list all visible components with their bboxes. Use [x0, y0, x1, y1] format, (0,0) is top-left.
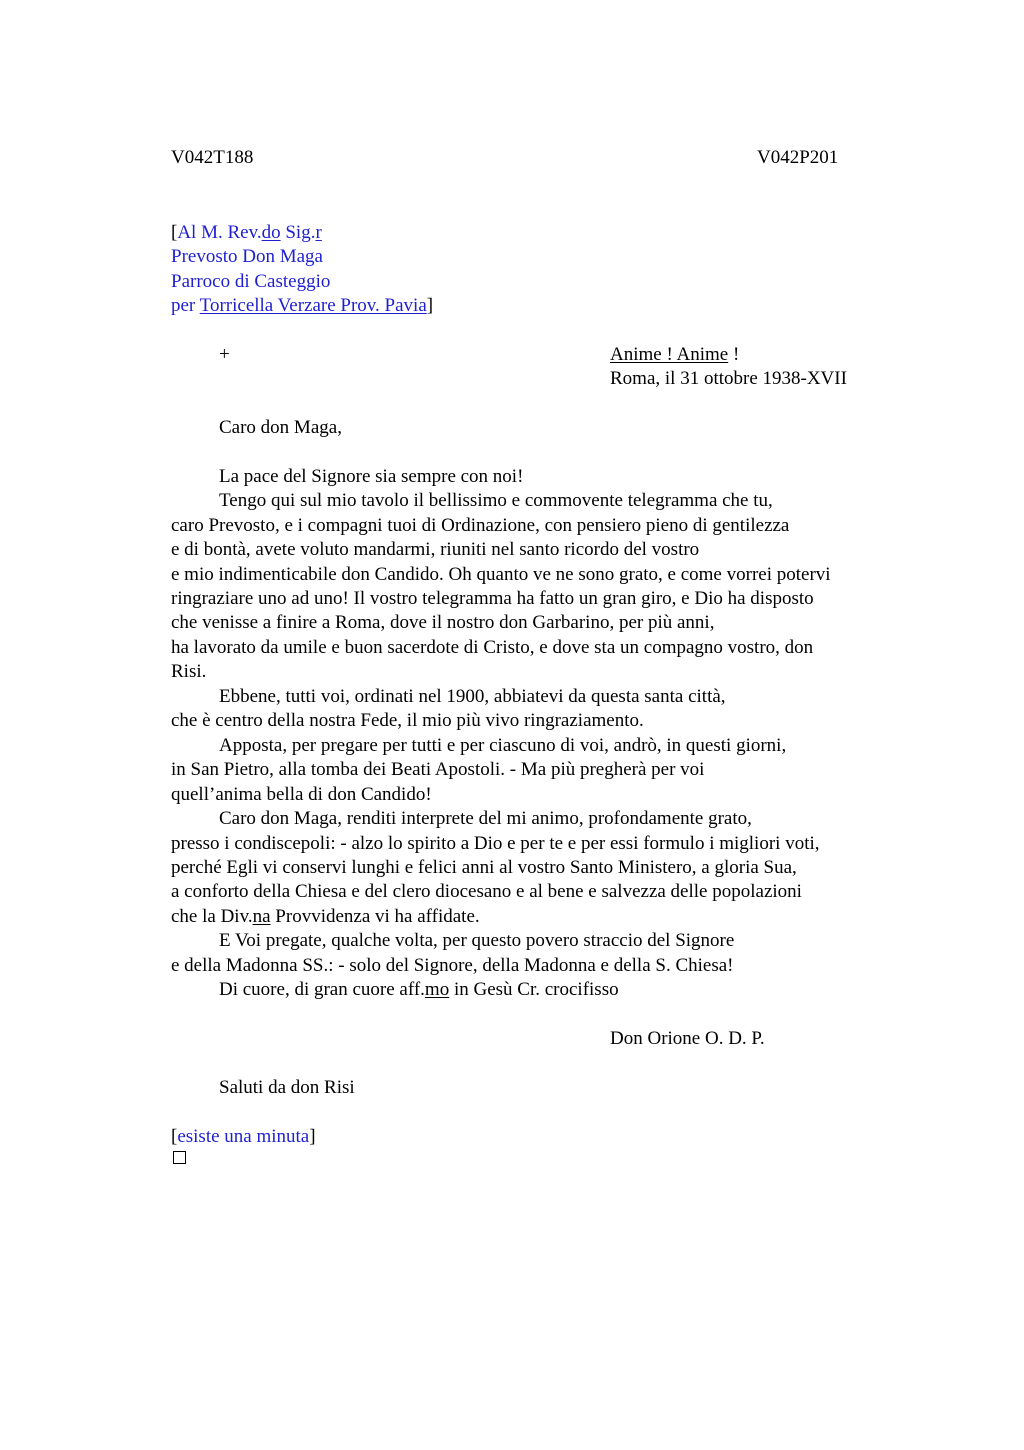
- body-line: e della Madonna SS.: - solo del Signore, della Madonna e della S. Chiesa!: [171, 955, 734, 976]
- body-line: quell’anima bella di don Candido!: [171, 784, 432, 805]
- address-line-4: per Torricella Verzare Prov. Pavia]: [171, 295, 434, 316]
- body-line: Risi.: [171, 661, 207, 682]
- body-line: presso i condiscepoli: - alzo lo spirito a Dio e per te e per essi formulo i migliori voti,: [171, 833, 820, 854]
- address-line-2: Prevosto Don Maga: [171, 246, 323, 267]
- body-line: La pace del Signore sia sempre con noi!: [219, 466, 524, 487]
- motto: Anime ! Anime !: [610, 344, 740, 365]
- address-line-3: Parroco di Casteggio: [171, 271, 331, 292]
- document-code-left: V042T188: [171, 147, 254, 168]
- body-line: Caro don Maga, renditi interprete del mi animo, profondamente grato,: [219, 808, 752, 829]
- body-line: Apposta, per pregare per tutti e per ciascuno di voi, andrò, in questi giorni,: [219, 735, 787, 756]
- body-line: E Voi pregate, qualche volta, per questo povero straccio del Signore: [219, 930, 735, 951]
- body-line: che la Div.na Provvidenza vi ha affidate.: [171, 906, 480, 927]
- empty-box-icon: [173, 1151, 186, 1164]
- editorial-note: [esiste una minuta]: [171, 1126, 316, 1147]
- address-line-1: [Al M. Rev.do Sig.r: [171, 222, 322, 243]
- postscript: Saluti da don Risi: [219, 1077, 355, 1098]
- body-line: in San Pietro, alla tomba dei Beati Apostoli. - Ma più pregherà per voi: [171, 759, 705, 780]
- salutation: Caro don Maga,: [219, 417, 342, 438]
- cross-symbol: +: [219, 344, 230, 365]
- body-line: caro Prevosto, e i compagni tuoi di Ordinazione, con pensiero pieno di gentilezza: [171, 515, 790, 536]
- closing-line: Di cuore, di gran cuore aff.mo in Gesù Cr. crocifisso: [219, 979, 619, 1000]
- body-line: che è centro della nostra Fede, il mio più vivo ringraziamento.: [171, 710, 644, 731]
- letter-date: Roma, il 31 ottobre 1938-XVII: [610, 368, 847, 389]
- body-line: e di bontà, avete voluto mandarmi, riuniti nel santo ricordo del vostro: [171, 539, 700, 560]
- body-line: Tengo qui sul mio tavolo il bellissimo e commovente telegramma che tu,: [219, 490, 773, 511]
- body-line: ha lavorato da umile e buon sacerdote di Cristo, e dove sta un compagno vostro, don: [171, 637, 814, 658]
- body-line: che venisse a finire a Roma, dove il nostro don Garbarino, per più anni,: [171, 612, 715, 633]
- body-line: perché Egli vi conservi lunghi e felici anni al vostro Santo Ministero, a gloria Sua,: [171, 857, 797, 878]
- body-line: e mio indimenticabile don Candido. Oh quanto ve ne sono grato, e come vorrei potervi: [171, 564, 831, 585]
- body-line: a conforto della Chiesa e del clero diocesano e al bene e salvezza delle popolazioni: [171, 881, 802, 902]
- signature: Don Orione O. D. P.: [610, 1028, 765, 1049]
- body-line: ringraziare uno ad uno! Il vostro telegramma ha fatto un gran giro, e Dio ha disposto: [171, 588, 814, 609]
- body-line: Ebbene, tutti voi, ordinati nel 1900, abbiatevi da questa santa città,: [219, 686, 726, 707]
- document-code-right: V042P201: [757, 147, 839, 168]
